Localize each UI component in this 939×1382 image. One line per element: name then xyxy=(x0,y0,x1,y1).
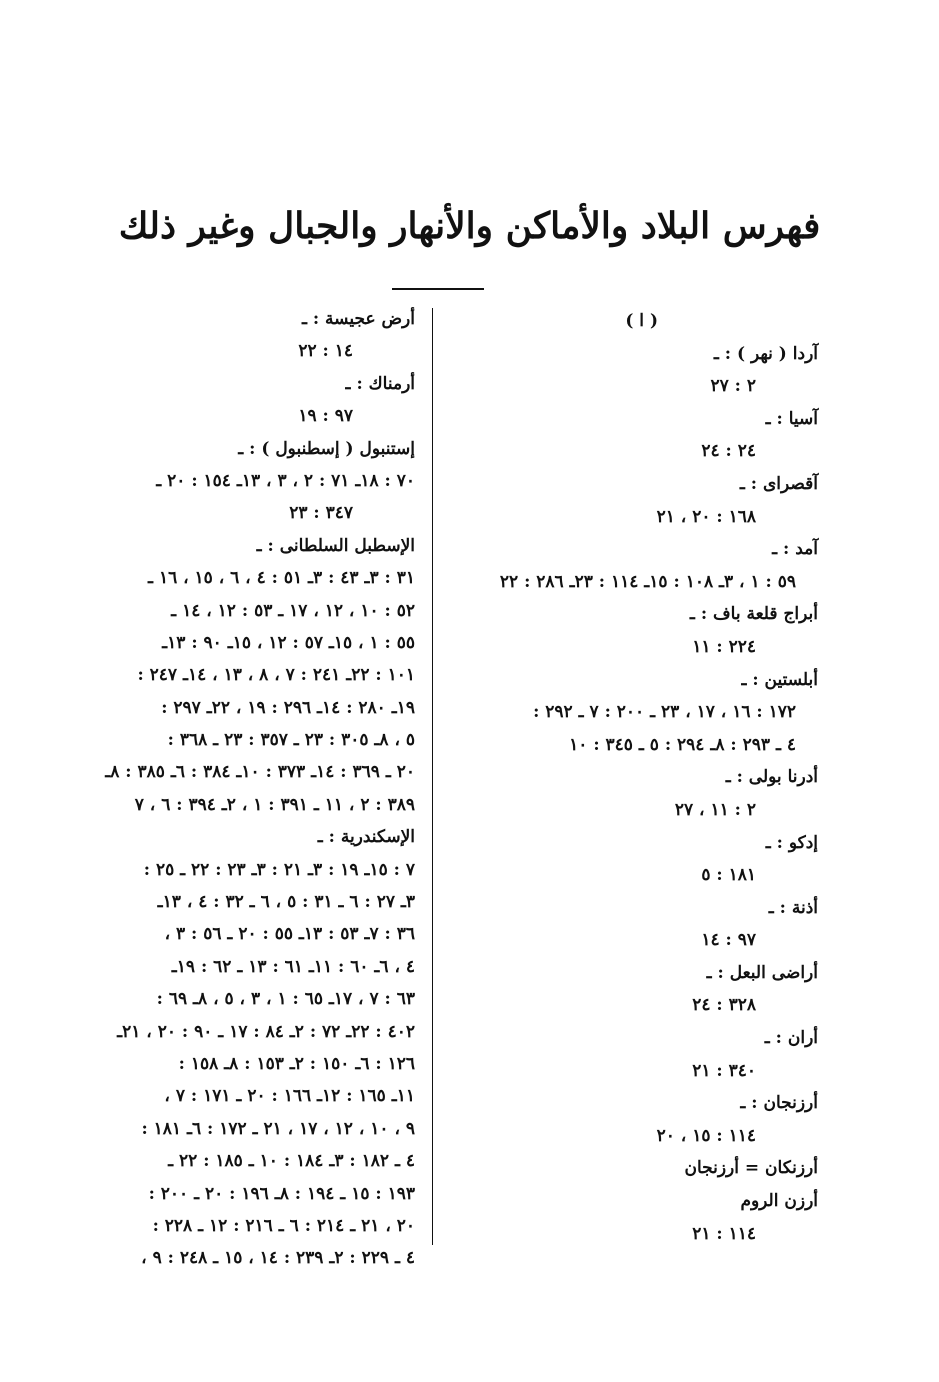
index-entry-heading: آقصراى : ـ xyxy=(739,473,818,494)
index-entry-pages: ١٩ـ ٢٨٠ : ١٤ـ ٢٩٦ : ١٩ ، ٢٢ـ ٢٩٧ : xyxy=(161,697,415,718)
index-entry-heading: أراضى البعل : ـ xyxy=(706,962,818,983)
index-entry-pages: ٣٨٩ : ٢ ، ١١ ـ ٣٩١ : ١ ، ٢ـ ٣٩٤ : ٦ ، ٧ xyxy=(134,794,415,815)
index-entry-heading: أذنة : ـ xyxy=(768,897,818,918)
index-entry-pages: ٣٤٧ : ٢٣ xyxy=(289,503,353,524)
right-column xyxy=(448,310,818,1255)
index-entry-heading: آمد : ـ xyxy=(772,539,818,560)
index-entry-pages: ٤ ـ ٢٢٩ : ٢ـ ٢٣٩ : ١٤ ، ١٥ ـ ٢٤٨ : ٩ ، xyxy=(141,1248,415,1269)
index-entry-heading: الإسكندرية : ـ xyxy=(317,827,415,848)
left-column xyxy=(40,308,415,1280)
index-entry-heading: أرزنكان = أرزنجان xyxy=(684,1158,818,1179)
title-rule xyxy=(392,288,484,290)
index-entry-heading: أبراج قلعة باف : ـ xyxy=(689,604,818,625)
index-entry-heading: آسيا : ـ xyxy=(765,408,818,429)
index-entry-pages: ٥ ، ٨ـ ٣٠٥ : ٢٣ ـ ٣٥٧ : ٢٣ ـ ٣٦٨ : xyxy=(167,730,415,751)
index-entry-pages: ٢٠ ـ ٣٦٩ : ١٤ـ ٣٧٣ : ١٠ـ ٣٨٤ : ٦ـ ٣٨٥ : ٨ـ xyxy=(105,762,415,783)
index-entry-pages: ٤٠٢ : ٢٢ـ ٧٢ : ٢ـ ٨٤ : ١٧ ـ ٩٠ : ٢٠ ، ٢١ـ xyxy=(117,1021,415,1042)
index-entry-pages: ٢ : ٢٧ xyxy=(710,376,756,397)
index-entry-pages: ٧٠ : ١٨ـ ٧١ : ٢ ، ٣ ، ١٣ـ ١٥٤ : ٢٠ ـ xyxy=(156,470,415,491)
index-entry-heading: الإسطبل السلطانى : ـ xyxy=(256,535,415,556)
index-entry-heading: أبلستين : ـ xyxy=(741,669,818,690)
index-entry-pages: ٣ـ ٢٧ : ٦ ـ ٣١ : ٥ ، ٦ ـ ٣٢ : ٤ ، ١٣ـ xyxy=(157,892,415,913)
index-entry-heading: إستنبول ( إسطنبول ) : ـ xyxy=(238,438,415,459)
index-entry-pages: ٤ ـ ١٨٢ : ٣ـ ١٨٤ : ١٠ ـ ١٨٥ : ٢٢ ـ xyxy=(168,1151,415,1172)
index-entry-pages: ٥٢ : ١٠ ، ١٢ ، ١٧ ـ ٥٣ : ١٢ ، ١٤ ـ xyxy=(171,600,415,621)
index-entry-heading: أران : ـ xyxy=(764,1028,818,1049)
index-entry-pages: ١٩٣ : ١٥ ـ ١٩٤ : ٨ـ ١٩٦ : ٢٠ ـ ٢٠٠ : xyxy=(148,1183,415,1204)
index-entry-pages: ٩ ، ١٠ ، ١٢ ، ١٧ ، ٢١ ـ ١٧٢ : ٦ـ ١٨١ : xyxy=(141,1118,415,1139)
index-entry-pages: ٦٣ : ٧ ، ١٧ـ ٦٥ : ١ ، ٣ ، ٥ ، ٨ـ ٦٩ : xyxy=(156,989,415,1010)
index-entry-heading: أرزنجان : ـ xyxy=(740,1093,818,1114)
index-entry-pages: ١٦٨ : ٢٠ ، ٢١ xyxy=(656,506,756,527)
index-entry-pages: ٢٠ ، ٢١ ـ ٢١٤ : ٦ ـ ٢١٦ : ١٢ ـ ٢٢٨ : xyxy=(152,1215,415,1236)
index-entry-pages: ١١٤ : ١٥ ، ٢٠ xyxy=(656,1125,756,1146)
index-entry-heading: أرض عجيسة : ـ xyxy=(301,309,415,329)
letter-heading: ( ا ) xyxy=(625,311,658,331)
index-entry-pages: ٣١ : ٣ـ ٤٣ : ٣ـ ٥١ : ٤ ، ٦ ، ١٥ ، ١٦ ـ xyxy=(148,568,415,589)
index-entry-heading: أدرنا بولى : ـ xyxy=(725,767,818,788)
index-entry-pages: ٢ : ١١ ، ٢٧ xyxy=(674,799,756,820)
page-title: فهرس البلاد والأماكن والأنهار والجبال وغير ذلك xyxy=(118,205,821,247)
index-entry-pages: ٥٥ : ١ ، ١٥ـ ٥٧ : ١٢ ، ١٥ـ ٩٠ : ١٣ـ xyxy=(162,632,415,653)
index-entry-pages: ٢٢٤ : ١١ xyxy=(692,636,756,657)
index-entry-pages: ٤ ـ ٢٩٣ : ٨ـ ٢٩٤ : ٥ ـ ٣٤٥ : ١٠ xyxy=(569,734,796,755)
index-entry-pages: ٣٦ : ٧ـ ٥٣ : ١٣ـ ٥٥ : ٢٠ ـ ٥٦ : ٣ ، xyxy=(164,924,415,945)
index-entry-pages: ١٧٢ : ١٦ ، ١٧ ، ٢٣ ـ ٢٠٠ : ٧ ـ ٢٩٢ : xyxy=(533,702,796,723)
column-divider xyxy=(432,308,433,1245)
index-entry-pages: ١١ـ ١٦٥ : ١٢ـ ١٦٦ : ٢٠ ـ ١٧١ : ٧ ، xyxy=(164,1086,415,1107)
index-entry-heading: إدكو : ـ xyxy=(765,832,818,853)
index-entry-pages: ١٤ : ٢٢ xyxy=(298,341,353,362)
index-entry-pages: ١٨١ : ٥ xyxy=(701,865,756,886)
index-entry-pages: ٧ : ١٥ـ ١٩ : ٣ـ ٢١ : ٣ـ ٢٣ : ٢٢ ـ ٢٥ : xyxy=(143,859,415,880)
index-entry-pages: ٥٩ : ١ ، ٣ـ ١٠٨ : ١٥ـ ١١٤ : ٢٣ـ ٢٨٦ : ٢٢ xyxy=(499,571,796,592)
index-entry-pages: ٣٤٠ : ٢١ xyxy=(692,1060,756,1081)
index-entry-pages: ١٢٦ : ٦ـ ١٥٠ : ٢ـ ١٥٣ : ٨ـ ١٥٨ : xyxy=(178,1053,415,1074)
index-entry-pages: ٣٢٨ : ٢٤ xyxy=(692,995,756,1016)
index-entry-pages: ٩٧ : ١٩ xyxy=(298,406,353,427)
index-entry-heading: آردا ( نهر ) : ـ xyxy=(713,343,818,364)
index-entry-pages: ٩٧ : ١٤ xyxy=(701,930,756,951)
index-entry-pages: ١٠١ : ٢٢ـ ٢٤١ : ٧ ، ٨ ، ١٣ ، ١٤ـ ٢٤٧ : xyxy=(137,665,415,686)
index-entry-heading: أرزن الروم xyxy=(740,1191,818,1212)
index-entry-pages: ٢٤ : ٢٤ xyxy=(701,441,756,462)
index-entry-pages: ١١٤ : ٢١ xyxy=(692,1223,756,1244)
index-entry-pages: ٤ ، ٦ـ ٦٠ : ١١ـ ٦١ : ١٣ ـ ٦٢ : ١٩ـ xyxy=(171,956,415,977)
index-entry-heading: أرمناك : ـ xyxy=(345,373,415,394)
